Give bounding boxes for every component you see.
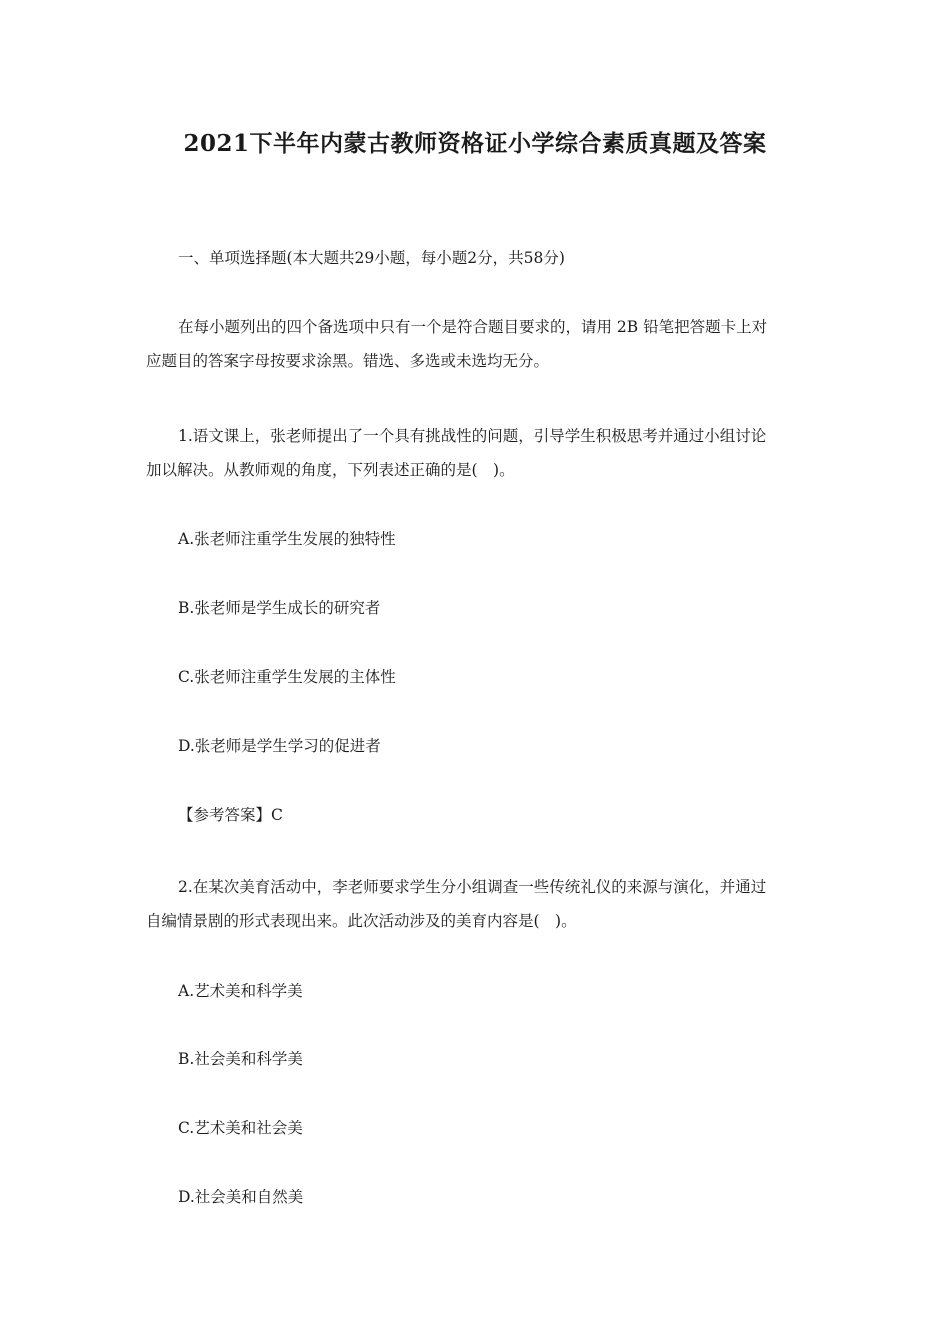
question-2-stem-line-1: 2.在某次美育活动中，李老师要求学生分小组调查一些传统礼仪的来源与演化，并通过 [178,878,767,896]
question-2-option-b: B.社会美和科学美 [178,1050,303,1068]
question-1-option-a: A.张老师注重学生发展的独特性 [178,530,396,548]
question-1-stem-line-2: 加以解决。从教师观的角度，下列表述正确的是( )。 [146,461,515,479]
question-2-stem-line-2: 自编情景剧的形式表现出来。此次活动涉及的美育内容是( )。 [146,912,577,930]
question-2-option-d: D.社会美和自然美 [178,1188,304,1206]
question-1-option-c: C.张老师注重学生发展的主体性 [178,668,396,686]
question-1-answer: 【参考答案】C [178,806,283,824]
document-title: 2021下半年内蒙古教师资格证小学综合素质真题及答案 [183,130,767,157]
question-2-option-c: C.艺术美和社会美 [178,1119,303,1137]
section-heading: 一、单项选择题(本大题共29小题，每小题2分，共58分) [178,249,565,267]
instruction-line-2: 应题目的答案字母按要求涂黑。错选、多选或未选均无分。 [146,352,550,370]
instruction-line-1: 在每小题列出的四个备选项中只有一个是符合题目要求的，请用 2B 铅笔把答题卡上对 [178,318,768,336]
question-1-stem-line-1: 1.语文课上，张老师提出了一个具有挑战性的问题，引导学生积极思考并通过小组讨论 [178,427,767,445]
question-2-option-a: A.艺术美和科学美 [178,982,303,1000]
question-1-option-d: D.张老师是学生学习的促进者 [178,737,381,755]
question-1-option-b: B.张老师是学生成长的研究者 [178,599,381,617]
